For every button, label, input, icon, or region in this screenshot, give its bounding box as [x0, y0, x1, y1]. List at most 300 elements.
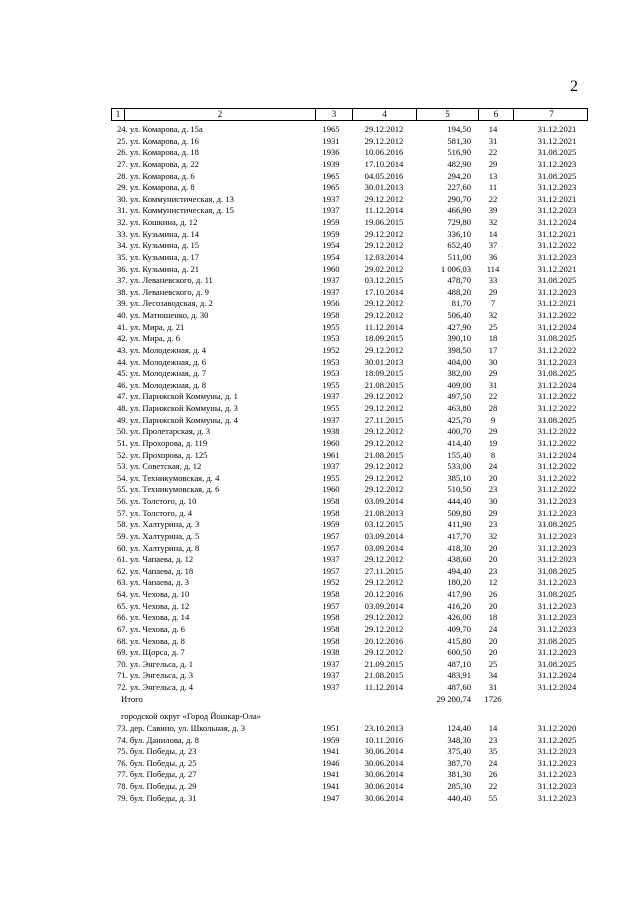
- residents-count-cell: 13: [488, 170, 498, 181]
- year-built-cell: 1957: [322, 565, 340, 576]
- residents-count-cell: 34: [488, 670, 498, 681]
- recognition-date-cell: 10.11.2016: [364, 734, 404, 745]
- living-area-cell: 427,90: [447, 321, 471, 332]
- year-built-cell: 1937: [322, 286, 340, 297]
- year-built-cell: 1941: [322, 781, 340, 791]
- year-built-cell: 1947: [322, 792, 340, 803]
- table-row: [0, 484, 639, 496]
- residents-count-cell: 22: [488, 193, 498, 204]
- residents-count-cell: 24: [488, 461, 498, 472]
- relocation-deadline-cell: 31.12.2022: [537, 426, 577, 437]
- address-cell: 62. ул. Чапаева, д. 18: [117, 565, 194, 576]
- living-area-cell: 426,00: [447, 612, 471, 623]
- year-built-cell: 1937: [322, 658, 340, 669]
- column-number: 3: [316, 109, 353, 120]
- living-area-cell: 494,40: [447, 565, 471, 576]
- address-cell: 31. ул. Коммунистическая, д. 15: [117, 205, 234, 216]
- living-area-cell: 404,00: [447, 356, 471, 367]
- living-area-cell: 155,40: [447, 449, 471, 460]
- table-column-numbers-header: [111, 108, 588, 121]
- residents-count-cell: 29: [488, 426, 498, 437]
- living-area-cell: 488,20: [447, 286, 471, 297]
- address-cell: 42. ул. Мира, д. 6: [117, 333, 181, 344]
- table-row: [0, 659, 639, 671]
- address-cell: 35. ул. Кузьмина, д. 17: [117, 251, 200, 262]
- table-row: [0, 252, 639, 264]
- address-cell: 26. ул. Комарова, д. 18: [117, 147, 199, 158]
- year-built-cell: 1937: [322, 414, 340, 425]
- address-cell: 43. ул. Молодежная, д. 4: [117, 344, 207, 355]
- relocation-deadline-cell: 31.12.2024: [537, 670, 577, 681]
- year-built-cell: 1952: [322, 577, 340, 588]
- table-row: [0, 368, 639, 380]
- living-area-cell: 285,30: [447, 781, 471, 791]
- table-row: [0, 438, 639, 450]
- living-area-cell: 387,70: [447, 757, 471, 768]
- address-cell: 75. бул. Победы, д. 23: [117, 746, 197, 757]
- column-number: 7: [549, 109, 554, 119]
- relocation-deadline-cell: 31.12.2023: [537, 623, 577, 634]
- year-built-cell: 1959: [322, 519, 340, 530]
- relocation-deadline-cell: 31.08.2025: [537, 589, 577, 599]
- year-built-cell: 1957: [322, 600, 340, 611]
- residents-count-cell: 12: [488, 577, 498, 588]
- residents-count-cell: 23: [488, 484, 498, 495]
- recognition-date-cell: 29.12.2012: [364, 426, 404, 437]
- relocation-deadline-cell: 31.12.2023: [537, 554, 577, 565]
- residents-count-cell: 23: [488, 519, 498, 530]
- living-area-cell: 466,90: [447, 205, 471, 216]
- table-row: [0, 746, 639, 758]
- recognition-date-cell: 29.12.2012: [364, 310, 404, 320]
- column-number: 6: [479, 109, 514, 120]
- table-row: [0, 217, 639, 229]
- address-cell: 44. ул. Молодежная, д. 6: [117, 356, 207, 367]
- recognition-date-cell: 29.12.2012: [364, 461, 404, 472]
- year-built-cell: 1958: [322, 507, 340, 518]
- living-area-cell: 409,70: [447, 623, 471, 634]
- table-row: [0, 415, 639, 427]
- recognition-date-cell: 30.06.2014: [364, 746, 404, 757]
- table-row: [0, 682, 639, 694]
- address-cell: 48. ул. Парижской Коммуны, д. 3: [117, 403, 238, 413]
- residents-count-cell: 30: [488, 356, 498, 367]
- recognition-date-cell: 21.08.2015: [364, 379, 404, 390]
- recognition-date-cell: 20.12.2016: [364, 635, 404, 646]
- living-area-cell: 463,80: [447, 403, 471, 413]
- table-row: [0, 380, 639, 392]
- table-row: [0, 171, 639, 183]
- relocation-deadline-cell: 31.12.2023: [537, 757, 577, 768]
- relocation-deadline-cell: 31.12.2024: [537, 217, 577, 227]
- table-row: [0, 147, 639, 159]
- residents-count-cell: 31: [488, 682, 498, 692]
- table-row: [0, 735, 639, 747]
- living-area-cell: 487,60: [447, 682, 471, 692]
- address-cell: 24. ул. Комарова, д. 15а: [117, 124, 203, 134]
- address-cell: 68. ул. Чехова, д. 8: [117, 635, 185, 646]
- living-area-cell: 533,00: [447, 461, 471, 472]
- residents-count-cell: 23: [488, 734, 498, 745]
- table-row: [0, 793, 639, 805]
- residents-count-cell: 14: [488, 124, 498, 134]
- living-area-cell: 411,90: [447, 519, 471, 530]
- residents-count-cell: 33: [488, 275, 498, 286]
- living-area-cell: 415,80: [447, 635, 471, 646]
- living-area-cell: 1 006,03: [440, 263, 471, 274]
- recognition-date-cell: 04.05.2016: [364, 170, 404, 181]
- living-area-cell: 652,40: [447, 240, 471, 251]
- residents-count-cell: 22: [488, 391, 498, 402]
- relocation-deadline-cell: 31.08.2025: [537, 368, 577, 379]
- address-cell: 28. ул. Комарова, д. 6: [117, 170, 195, 181]
- address-cell: 33. ул. Кузьмина, д. 14: [117, 228, 200, 239]
- year-built-cell: 1958: [322, 589, 340, 599]
- year-built-cell: 1937: [322, 205, 340, 216]
- total-count: 1726: [484, 693, 502, 704]
- living-area-cell: 227,60: [447, 182, 471, 193]
- year-built-cell: 1937: [322, 554, 340, 565]
- table-row: [0, 589, 639, 601]
- residents-count-cell: 29: [488, 368, 498, 379]
- year-built-cell: 1937: [322, 670, 340, 681]
- recognition-date-cell: 29.12.2012: [364, 647, 404, 658]
- address-cell: 53. ул. Советская, д. 12: [117, 461, 202, 472]
- year-built-cell: 1955: [322, 403, 340, 413]
- residents-count-cell: 14: [488, 722, 498, 733]
- recognition-date-cell: 12.03.2014: [364, 251, 404, 262]
- recognition-date-cell: 29.12.2012: [364, 193, 404, 204]
- relocation-deadline-cell: 31.12.2021: [537, 124, 577, 134]
- relocation-deadline-cell: 31.08.2025: [537, 414, 577, 425]
- table-row: [0, 758, 639, 770]
- table-row: [0, 601, 639, 613]
- residents-count-cell: 20: [488, 647, 498, 658]
- living-area-cell: 409,00: [447, 379, 471, 390]
- recognition-date-cell: 30.06.2014: [364, 757, 404, 768]
- residents-count-cell: 25: [488, 658, 498, 669]
- relocation-deadline-cell: 31.12.2022: [537, 484, 577, 495]
- year-built-cell: 1960: [322, 437, 340, 448]
- address-cell: 27. ул. Комарова, д. 22: [117, 158, 199, 169]
- living-area-cell: 385,10: [447, 472, 471, 483]
- recognition-date-cell: 03.12.2015: [364, 275, 404, 286]
- table-row: [0, 345, 639, 357]
- table-row: [0, 554, 639, 566]
- address-cell: 51. ул. Прохорова, д. 119: [117, 437, 208, 448]
- relocation-deadline-cell: 31.12.2023: [537, 612, 577, 623]
- year-built-cell: 1953: [322, 333, 340, 344]
- residents-count-cell: 31: [488, 379, 498, 390]
- recognition-date-cell: 30.06.2014: [364, 781, 404, 791]
- living-area-cell: 482,90: [447, 158, 471, 169]
- residents-count-cell: 31: [488, 135, 498, 146]
- relocation-deadline-cell: 31.12.2023: [537, 600, 577, 611]
- year-built-cell: 1958: [322, 612, 340, 623]
- recognition-date-cell: 11.12.2014: [364, 205, 404, 216]
- living-area-cell: 414,40: [447, 437, 471, 448]
- relocation-deadline-cell: 31.12.2023: [537, 746, 577, 757]
- address-cell: 50. ул. Пролетарская, д. 3: [117, 426, 211, 437]
- living-area-cell: 390,10: [447, 333, 471, 344]
- relocation-deadline-cell: 31.08.2025: [537, 635, 577, 646]
- table-row: [0, 426, 639, 438]
- living-area-cell: 729,80: [447, 217, 471, 227]
- recognition-date-cell: 29.12.2012: [364, 240, 404, 251]
- year-built-cell: 1952: [322, 344, 340, 355]
- address-cell: 66. ул. Чехова, д. 14: [117, 612, 190, 623]
- table-row: [0, 194, 639, 206]
- residents-count-cell: 19: [488, 437, 498, 448]
- year-built-cell: 1959: [322, 217, 340, 227]
- total-row: [0, 694, 639, 706]
- table-row: [0, 136, 639, 148]
- address-cell: 36. ул. Кузьмина, д. 21: [117, 263, 200, 274]
- residents-count-cell: 32: [488, 310, 498, 320]
- living-area-cell: 478,70: [447, 275, 471, 286]
- residents-count-cell: 22: [488, 781, 498, 791]
- residents-count-cell: 114: [486, 263, 500, 274]
- address-cell: 71. ул. Энгельса, д. 3: [117, 670, 194, 681]
- residents-count-cell: 29: [488, 158, 498, 169]
- relocation-deadline-cell: 31.12.2020: [537, 722, 577, 733]
- recognition-date-cell: 21.08.2015: [364, 449, 404, 460]
- address-cell: 54. ул. Техникумовская, д. 4: [117, 472, 220, 483]
- residents-count-cell: 28: [488, 403, 498, 413]
- table-row: [0, 670, 639, 682]
- relocation-deadline-cell: 31.12.2023: [537, 356, 577, 367]
- living-area-cell: 418,30: [447, 542, 471, 553]
- address-cell: 39. ул. Лесозаводская, д. 2: [117, 298, 213, 309]
- address-cell: 60. ул. Халтурина, д. 8: [117, 542, 200, 553]
- relocation-deadline-cell: 31.12.2022: [537, 344, 577, 355]
- residents-count-cell: 32: [488, 530, 498, 541]
- residents-count-cell: 29: [488, 286, 498, 297]
- address-cell: 69. ул. Щорса, д. 7: [117, 647, 185, 658]
- recognition-date-cell: 03.09.2014: [364, 530, 404, 541]
- relocation-deadline-cell: 31.08.2025: [537, 147, 577, 158]
- address-cell: 32. ул. Кошкина, д. 12: [117, 217, 198, 227]
- table-row: [0, 577, 639, 589]
- recognition-date-cell: 11.12.2014: [364, 321, 404, 332]
- year-built-cell: 1959: [322, 734, 340, 745]
- residents-count-cell: 26: [488, 769, 498, 780]
- relocation-deadline-cell: 31.12.2023: [537, 205, 577, 216]
- residents-count-cell: 25: [488, 321, 498, 332]
- relocation-deadline-cell: 31.12.2023: [537, 577, 577, 588]
- total-area: 29 200,74: [436, 693, 471, 704]
- residents-count-cell: 24: [488, 623, 498, 634]
- table-row: [0, 531, 639, 543]
- living-area-cell: 348,30: [447, 734, 471, 745]
- living-area-cell: 400,70: [447, 426, 471, 437]
- relocation-deadline-cell: 31.12.2023: [537, 496, 577, 506]
- residents-count-cell: 22: [488, 147, 498, 158]
- table-row: [0, 450, 639, 462]
- living-area-cell: 516,90: [447, 147, 471, 158]
- relocation-deadline-cell: 31.08.2025: [537, 170, 577, 181]
- address-cell: 78. бул. Победы, д. 29: [117, 781, 197, 791]
- residents-count-cell: 23: [488, 565, 498, 576]
- relocation-deadline-cell: 31.12.2024: [537, 682, 577, 692]
- recognition-date-cell: 20.12.2016: [364, 589, 404, 599]
- recognition-date-cell: 03.09.2014: [364, 542, 404, 553]
- section-title: городской округ «Город Йошкар-Ола»: [121, 711, 261, 722]
- year-built-cell: 1960: [322, 263, 340, 274]
- address-cell: 41. ул. Мира, д. 21: [117, 321, 185, 332]
- living-area-cell: 581,30: [447, 135, 471, 146]
- living-area-cell: 416,20: [447, 600, 471, 611]
- address-cell: 77. бул. Победы, д. 27: [117, 769, 197, 780]
- recognition-date-cell: 29.02.2012: [364, 263, 404, 274]
- year-built-cell: 1955: [322, 321, 340, 332]
- year-built-cell: 1961: [322, 449, 340, 460]
- recognition-date-cell: 23.10.2013: [364, 722, 404, 733]
- living-area-cell: 438,60: [447, 554, 471, 565]
- relocation-deadline-cell: 31.08.2025: [537, 658, 577, 669]
- living-area-cell: 290,70: [447, 193, 471, 204]
- year-built-cell: 1937: [322, 682, 340, 692]
- residents-count-cell: 37: [488, 240, 498, 251]
- recognition-date-cell: 29.12.2012: [364, 344, 404, 355]
- year-built-cell: 1941: [322, 746, 340, 757]
- year-built-cell: 1931: [322, 135, 340, 146]
- address-cell: 52. ул. Прохорова, д. 125: [117, 449, 208, 460]
- year-built-cell: 1937: [322, 193, 340, 204]
- relocation-deadline-cell: 31.12.2023: [537, 781, 577, 791]
- address-cell: 65. ул. Чехова, д. 12: [117, 600, 190, 611]
- recognition-date-cell: 21.09.2015: [364, 658, 404, 669]
- address-cell: 55. ул. Техникумовская, д. 6: [117, 484, 220, 495]
- recognition-date-cell: 19.06.2015: [364, 217, 404, 227]
- table-row: [0, 229, 639, 241]
- living-area-cell: 506,40: [447, 310, 471, 320]
- living-area-cell: 124,40: [447, 722, 471, 733]
- recognition-date-cell: 17.10.2014: [364, 158, 404, 169]
- address-cell: 29. ул. Комарова, д. 8: [117, 182, 195, 193]
- relocation-deadline-cell: 31.12.2022: [537, 391, 577, 402]
- year-built-cell: 1941: [322, 769, 340, 780]
- table-row: [0, 403, 639, 415]
- year-built-cell: 1946: [322, 757, 340, 768]
- living-area-cell: 81,70: [451, 298, 471, 309]
- relocation-deadline-cell: 31.12.2022: [537, 472, 577, 483]
- recognition-date-cell: 18.09.2015: [364, 368, 404, 379]
- address-cell: 73. дер. Савино, ул. Школьная, д. 3: [117, 722, 245, 733]
- living-area-cell: 336,10: [447, 228, 471, 239]
- year-built-cell: 1954: [322, 251, 340, 262]
- recognition-date-cell: 29.12.2012: [364, 484, 404, 495]
- table-row: [0, 205, 639, 217]
- relocation-deadline-cell: 31.12.2022: [537, 310, 577, 320]
- residents-count-cell: 39: [488, 205, 498, 216]
- residents-count-cell: 18: [488, 612, 498, 623]
- relocation-deadline-cell: 31.12.2022: [537, 403, 577, 413]
- year-built-cell: 1956: [322, 298, 340, 309]
- address-cell: 67. ул. Чехова, д. 6: [117, 623, 185, 634]
- residents-count-cell: 29: [488, 507, 498, 518]
- table-body: [0, 124, 639, 804]
- living-area-cell: 381,30: [447, 769, 471, 780]
- address-cell: 46. ул. Молодежная, д. 8: [117, 379, 207, 390]
- table-row: [0, 519, 639, 531]
- year-built-cell: 1955: [322, 472, 340, 483]
- residents-count-cell: 8: [490, 449, 496, 460]
- residents-count-cell: 32: [488, 217, 498, 227]
- residents-count-cell: 35: [488, 746, 498, 757]
- living-area-cell: 440,40: [447, 792, 471, 803]
- recognition-date-cell: 30.06.2014: [364, 769, 404, 780]
- recognition-date-cell: 27.11.2015: [364, 414, 404, 425]
- recognition-date-cell: 29.12.2012: [364, 403, 404, 413]
- year-built-cell: 1957: [322, 542, 340, 553]
- table-row: [0, 124, 639, 136]
- residents-count-cell: 20: [488, 554, 498, 565]
- residents-count-cell: 14: [488, 228, 498, 239]
- recognition-date-cell: 29.12.2012: [364, 623, 404, 634]
- recognition-date-cell: 29.12.2012: [364, 554, 404, 565]
- recognition-date-cell: 29.12.2012: [364, 437, 404, 448]
- relocation-deadline-cell: 31.12.2022: [537, 461, 577, 472]
- table-row: [0, 182, 639, 194]
- year-built-cell: 1958: [322, 623, 340, 634]
- residents-count-cell: 20: [488, 472, 498, 483]
- recognition-date-cell: 03.09.2014: [364, 600, 404, 611]
- address-cell: 30. ул. Коммунистическая, д. 13: [117, 193, 234, 204]
- year-built-cell: 1958: [322, 635, 340, 646]
- year-built-cell: 1960: [322, 484, 340, 495]
- recognition-date-cell: 29.12.2012: [364, 228, 404, 239]
- table-row: [0, 496, 639, 508]
- table-row: [0, 636, 639, 648]
- table-row: [0, 264, 639, 276]
- relocation-deadline-cell: 31.12.2021: [537, 263, 577, 274]
- living-area-cell: 444,40: [447, 496, 471, 506]
- table-row: [0, 723, 639, 735]
- living-area-cell: 294,20: [447, 170, 471, 181]
- recognition-date-cell: 03.09.2014: [364, 496, 404, 506]
- year-built-cell: 1938: [322, 647, 340, 658]
- living-area-cell: 600,50: [447, 647, 471, 658]
- address-cell: 79. бул. Победы, д. 31: [117, 792, 197, 803]
- table-row: [0, 647, 639, 659]
- table-row: [0, 566, 639, 578]
- address-cell: 63. ул. Чапаева, д. 3: [117, 577, 189, 588]
- relocation-deadline-cell: 31.08.2025: [537, 275, 577, 286]
- year-built-cell: 1953: [322, 368, 340, 379]
- table-row: [0, 781, 639, 793]
- address-cell: 57. ул. Толстого, д. 4: [117, 507, 193, 518]
- recognition-date-cell: 18.09.2015: [364, 333, 404, 344]
- table-row: [0, 275, 639, 287]
- relocation-deadline-cell: 31.12.2024: [537, 379, 577, 390]
- page-number: 2: [570, 78, 578, 95]
- table-row: [0, 624, 639, 636]
- table-row: [0, 508, 639, 520]
- year-built-cell: 1951: [322, 722, 340, 733]
- residents-count-cell: 20: [488, 600, 498, 611]
- address-cell: 56. ул. Толстого, д. 10: [117, 496, 197, 506]
- relocation-deadline-cell: 31.12.2021: [537, 298, 577, 309]
- address-cell: 45. ул. Молодежная, д. 7: [117, 368, 207, 379]
- living-area-cell: 509,80: [447, 507, 471, 518]
- recognition-date-cell: 10.06.2016: [364, 147, 404, 158]
- residents-count-cell: 30: [488, 496, 498, 506]
- living-area-cell: 180,20: [447, 577, 471, 588]
- total-label: Итого: [121, 693, 143, 704]
- relocation-deadline-cell: 31.12.2023: [537, 158, 577, 169]
- relocation-deadline-cell: 31.12.2023: [537, 251, 577, 262]
